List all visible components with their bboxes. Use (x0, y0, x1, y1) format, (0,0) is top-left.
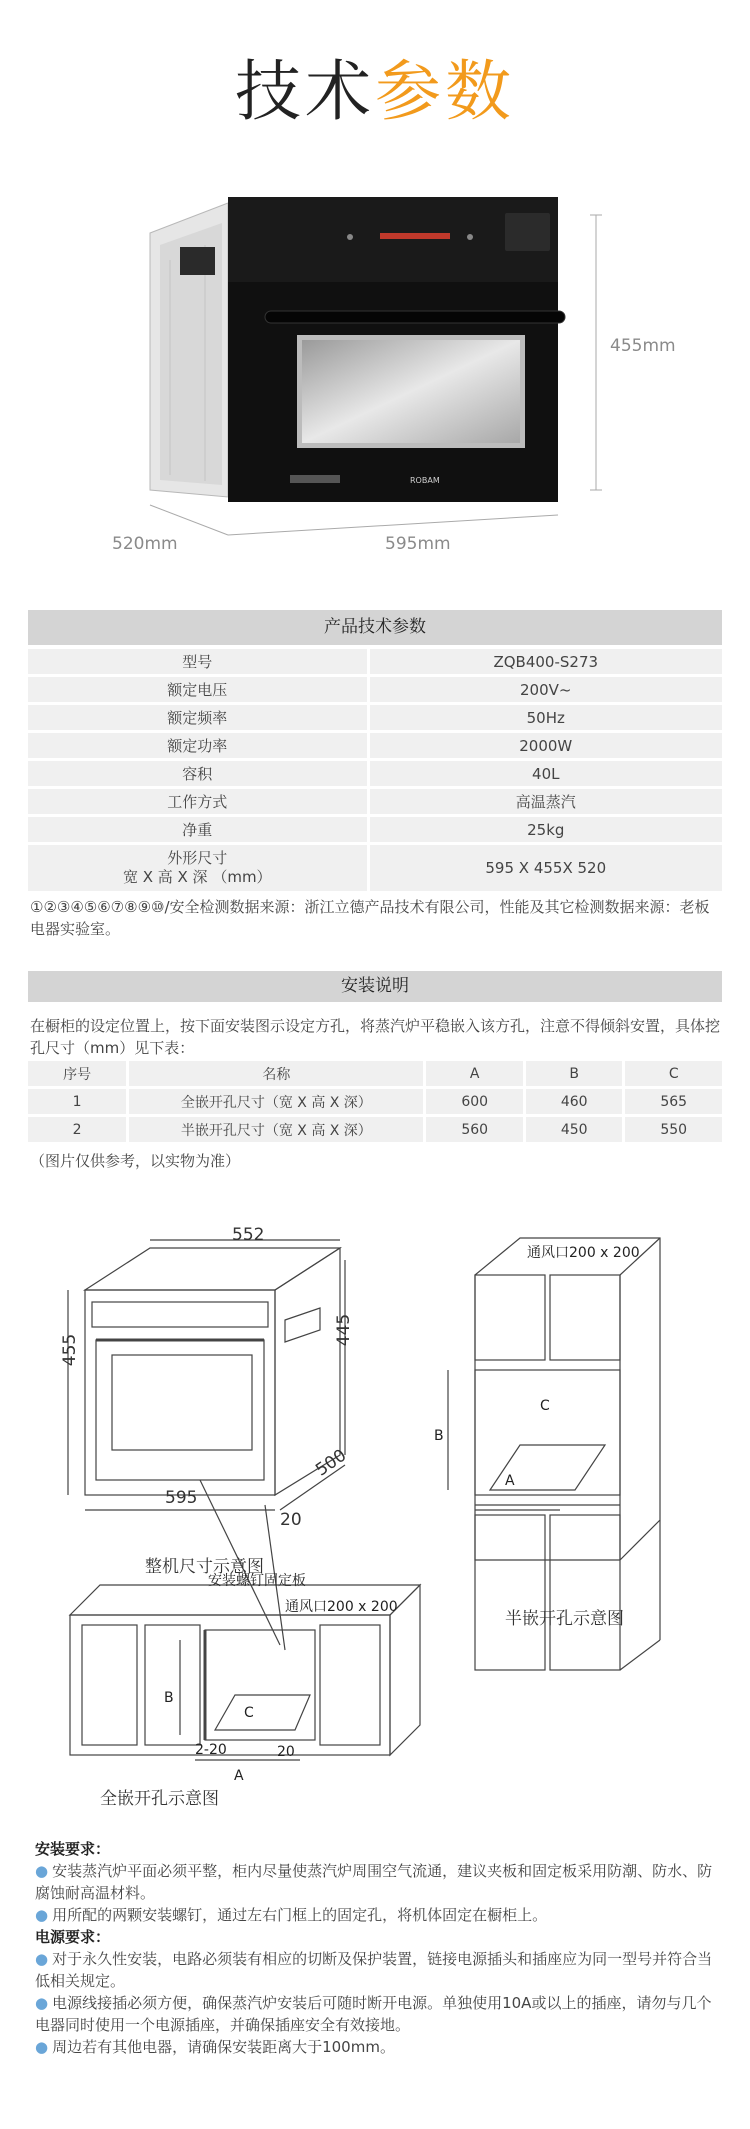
requirement-item: ● 安装蒸汽炉平面必须平整，柜内尽量使蒸汽炉周围空气流通，建议夹板和固定板采用防潮、防水、防腐蚀耐高温材料。 (35, 1862, 713, 1902)
install-table-row (28, 1117, 722, 1142)
install-header: 安装说明 (28, 971, 722, 1002)
dim-595: 595 (165, 1488, 198, 1508)
install-cell: 550 (625, 1117, 722, 1142)
install-table-row (28, 1089, 722, 1114)
install-col-header: 序号 (28, 1061, 126, 1086)
full-220-label: 2-20 (195, 1742, 227, 1758)
power-requirements-title: 电源要求： (35, 1928, 111, 1946)
spec-value: 200V~ (370, 677, 722, 702)
spec-label: 工作方式 (28, 789, 367, 814)
install-intro: 在橱柜的设定位置上，按下面安装图示设定方孔，将蒸汽炉平稳嵌入该方孔，注意不得倾斜安置，具体挖孔尺寸（mm）见下表： (30, 1017, 721, 1057)
dim-445: 445 (334, 1313, 355, 1347)
page-title: 技术参数 (235, 53, 515, 130)
spec-value: 25kg (370, 817, 722, 842)
spec-label: 容积 (28, 761, 367, 786)
install-cell: 460 (526, 1089, 623, 1114)
spec-value: 高温蒸汽 (370, 789, 722, 814)
oven-product-image (0, 185, 750, 565)
spec-value: 50Hz (370, 705, 722, 730)
spec-label: 额定电压 (28, 677, 367, 702)
bullet-icon: ● (35, 1994, 49, 2012)
spec-label: 额定功率 (28, 733, 367, 758)
install-cell: 600 (426, 1089, 523, 1114)
install-cell: 1 (28, 1089, 126, 1114)
install-col-header: C (625, 1061, 722, 1086)
dim-455: 455 (60, 1333, 81, 1367)
spec-value: 2000W (370, 733, 722, 758)
spec-size-label-1: 外形尺寸 (167, 849, 228, 867)
spec-row (28, 761, 722, 786)
spec-table (25, 646, 725, 894)
install-cell: 450 (526, 1117, 623, 1142)
spec-size-label-2: 宽 X 高 X 深 （mm） (122, 868, 272, 886)
full-vent-label: 通风口200 x 200 (285, 1599, 398, 1615)
install-cell: 565 (625, 1089, 722, 1114)
full-20-label: 20 (277, 1744, 295, 1760)
spec-footnote: ①②③④⑤⑥⑦⑧⑨⑩/安全检测数据来源：浙江立德产品技术有限公司，性能及其它检测数据来源：老板电器实验室。 (30, 898, 710, 938)
full-B-label: B (164, 1690, 174, 1706)
install-table (25, 1058, 725, 1145)
requirement-item: ● 周边若有其他电器，请确保安装距离大于100mm。 (35, 2038, 395, 2056)
machine-diagram-caption: 整机尺寸示意图 (145, 1557, 264, 1577)
requirement-item: ● 用所配的两颗安装螺钉，通过左右门框上的固定孔，将机体固定在橱柜上。 (35, 1906, 548, 1924)
spec-row (28, 649, 722, 674)
half-vent-label: 通风口200 x 200 (527, 1245, 640, 1261)
install-table-header (28, 1061, 722, 1086)
install-requirements-title: 安装要求： (35, 1840, 111, 1858)
machine-dimension-diagram (68, 1240, 345, 1510)
dim-20: 20 (280, 1510, 302, 1530)
installation-diagrams (0, 1190, 750, 1810)
spec-label: 额定频率 (28, 705, 367, 730)
spec-row-size (28, 845, 722, 891)
full-diagram-caption: 全嵌开孔示意图 (100, 1789, 219, 1809)
install-col-header: 名称 (129, 1061, 423, 1086)
spec-label: 净重 (28, 817, 367, 842)
oven-brand-mark: ROBAM (410, 476, 440, 485)
half-C-label: C (540, 1398, 550, 1414)
requirement-item: ● 电源线接插必须方便，确保蒸汽炉安装后可随时断开电源。单独使用10A或以上的插座，请勿与几个电器同时使用一个电源插座，并确保插座安全有效接地。 (35, 1994, 712, 2034)
spec-row (28, 677, 722, 702)
full-plate-label: 安装螺钉固定板 (208, 1573, 306, 1589)
dim-552: 552 (232, 1225, 265, 1245)
install-cell: 全嵌开孔尺寸（宽 X 高 X 深） (129, 1089, 423, 1114)
half-A-label: A (505, 1473, 515, 1489)
spec-row (28, 817, 722, 842)
half-B-label: B (434, 1428, 444, 1444)
full-C-label: C (244, 1705, 254, 1721)
spec-table-header: 产品技术参数 (28, 610, 722, 645)
spec-row (28, 733, 722, 758)
height-dimension: 455mm (610, 336, 676, 356)
install-cell: 560 (426, 1117, 523, 1142)
full-A-label: A (234, 1768, 244, 1784)
requirements (35, 1838, 720, 2058)
spec-value: ZQB400-S273 (370, 649, 722, 674)
spec-row (28, 705, 722, 730)
spec-value: 40L (370, 761, 722, 786)
half-diagram-caption: 半嵌开孔示意图 (505, 1609, 624, 1629)
install-col-header: B (526, 1061, 623, 1086)
spec-label: 型号 (28, 649, 367, 674)
width-dimension: 595mm (385, 534, 451, 554)
dim-500: 500 (312, 1445, 351, 1481)
spec-row (28, 789, 722, 814)
depth-dimension: 520mm (112, 534, 178, 554)
bullet-icon: ● (35, 1862, 49, 1880)
install-cell: 2 (28, 1117, 126, 1142)
requirement-item: ● 对于永久性安装，电路必须装有相应的切断及保护装置，链接电源插头和插座应为同一型号并符合当低相关规定。 (35, 1950, 713, 1990)
bullet-icon: ● (35, 2038, 49, 2056)
install-col-header: A (426, 1061, 523, 1086)
install-note: （图片仅供参考，以实物为准） (30, 1152, 241, 1170)
bullet-icon: ● (35, 1906, 49, 1924)
bullet-icon: ● (35, 1950, 49, 1968)
spec-size-value: 595 X 455X 520 (370, 845, 722, 891)
install-cell: 半嵌开孔尺寸（宽 X 高 X 深） (129, 1117, 423, 1142)
